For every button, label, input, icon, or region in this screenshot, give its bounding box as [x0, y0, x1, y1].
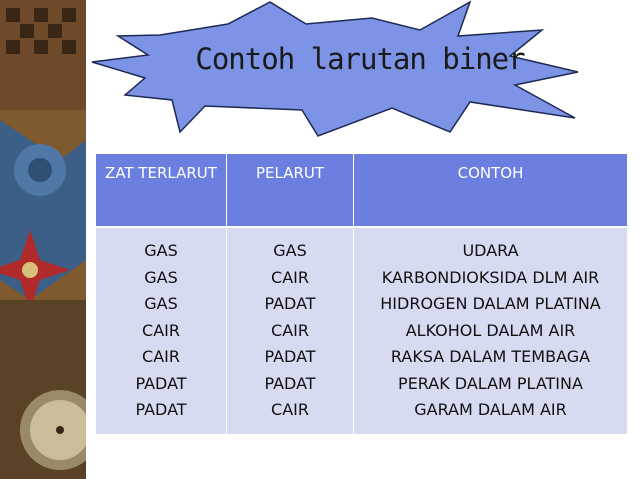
- pelarut-item: GAS: [273, 241, 307, 260]
- zat-item: GAS: [144, 294, 178, 313]
- zat-item: CAIR: [142, 320, 180, 340]
- zat-item: GAS: [144, 241, 178, 260]
- contoh-item: PERAK DALAM PLATINA: [398, 373, 583, 393]
- zat-item: PADAT: [135, 373, 187, 393]
- table-header-row: [96, 154, 627, 227]
- contoh-cell: [354, 227, 628, 434]
- header-contoh: CONTOH: [354, 154, 628, 227]
- slide-title: Contoh larutan biner: [195, 42, 525, 76]
- contoh-item: GARAM DALAM AIR: [414, 400, 567, 419]
- contoh-item: RAKSA DALAM TEMBAGA: [390, 347, 591, 366]
- pelarut-item: PADAT: [264, 347, 316, 366]
- pelarut-item: CAIR: [271, 400, 309, 419]
- table-body-row: [96, 227, 627, 434]
- zat-item: PADAT: [135, 400, 187, 419]
- pelarut-item: CAIR: [271, 267, 309, 287]
- contoh-item: KARBONDIOKSIDA DLM AIR: [381, 267, 600, 287]
- header-pelarut: PELARUT: [227, 154, 354, 227]
- pelarut-item: PADAT: [264, 373, 316, 393]
- zat-item: GAS: [144, 267, 178, 287]
- contoh-item: ALKOHOL DALAM AIR: [405, 320, 576, 340]
- zat-item: CAIR: [142, 347, 180, 366]
- contoh-item: HIDROGEN DALAM PLATINA: [380, 294, 601, 313]
- solution-examples-table: [96, 154, 627, 434]
- header-zat-terlarut: ZAT TERLARUT: [96, 154, 227, 227]
- pelarut-cell: [227, 227, 354, 434]
- pelarut-item: PADAT: [264, 294, 316, 313]
- zat-terlarut-cell: [96, 227, 227, 434]
- contoh-item: UDARA: [462, 241, 519, 260]
- pelarut-item: CAIR: [271, 320, 309, 340]
